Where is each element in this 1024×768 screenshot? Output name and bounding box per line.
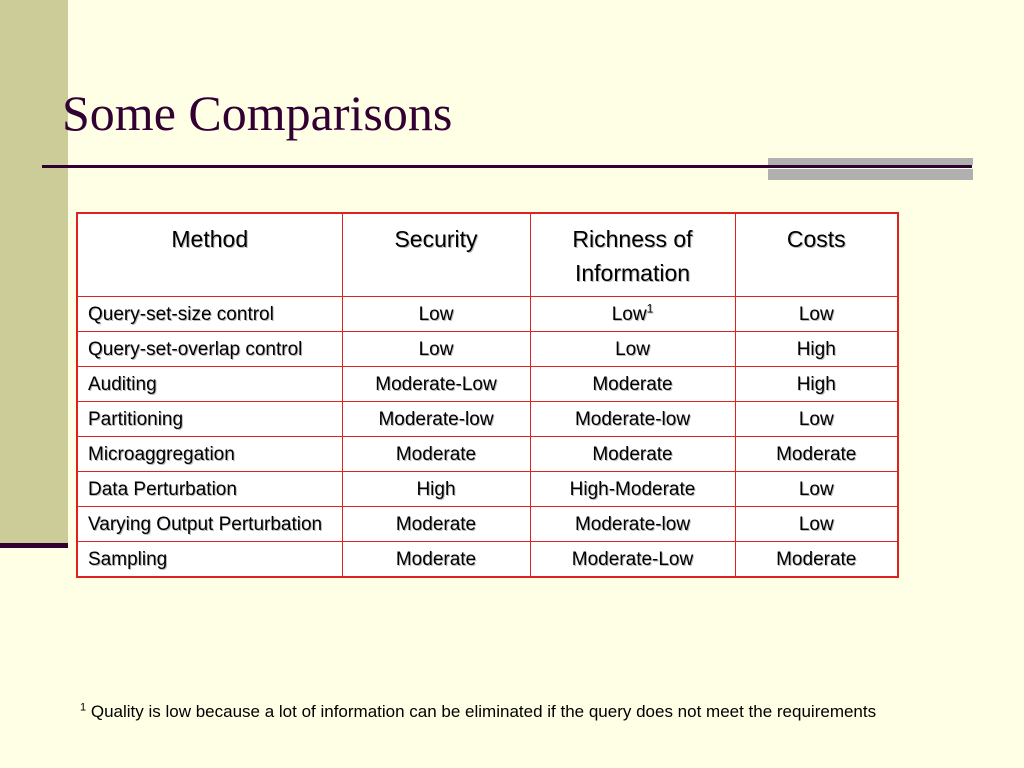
cell-richness: High-Moderate [530,472,735,507]
cell-security: Moderate-Low [342,367,530,402]
cell-costs: High [735,332,898,367]
cell-costs: Low [735,402,898,437]
cell-method: Sampling [77,542,342,578]
cell-richness: Moderate-low [530,402,735,437]
slide-title: Some Comparisons [62,85,453,141]
table-row [77,437,898,472]
cell-costs: Low [735,507,898,542]
cell-method: Partitioning [77,402,342,437]
table-row [77,472,898,507]
cell-security: Moderate [342,507,530,542]
table-row [77,542,898,578]
cell-costs: Moderate [735,437,898,472]
cell-security: Moderate [342,542,530,578]
cell-richness-text: Low [611,304,647,325]
footnote-number: 1 [80,701,87,714]
footnote-text: Quality is low because a lot of information can be eliminated if the query does not meet the requirements [86,702,877,721]
cell-costs: Low [735,297,898,332]
header-security: Security [342,213,530,297]
cell-richness: Low [530,332,735,367]
table-row [77,332,898,367]
footnote [80,700,940,723]
cell-security: High [342,472,530,507]
cell-security: Moderate-low [342,402,530,437]
header-richness: Richness of Information [530,213,735,297]
left-decorative-bar [0,0,68,546]
cell-richness [530,297,735,332]
cell-method: Data Perturbation [77,472,342,507]
cell-richness: Moderate-low [530,507,735,542]
cell-costs: Low [735,472,898,507]
header-costs: Costs [735,213,898,297]
left-bar-underline [0,543,68,548]
header-method: Method [77,213,342,297]
table-row [77,402,898,437]
cell-security: Low [342,332,530,367]
table-header-row [77,213,898,297]
cell-method: Query-set-size control [77,297,342,332]
cell-richness: Moderate [530,367,735,402]
cell-richness: Moderate-Low [530,542,735,578]
cell-method: Auditing [77,367,342,402]
cell-security: Moderate [342,437,530,472]
footnote-marker: 1 [646,301,654,316]
cell-costs: High [735,367,898,402]
table-row [77,367,898,402]
comparison-table [76,212,899,578]
cell-method: Microaggregation [77,437,342,472]
table-row [77,297,898,332]
table-row [77,507,898,542]
cell-method: Varying Output Perturbation [77,507,342,542]
cell-method: Query-set-overlap control [77,332,342,367]
cell-costs: Moderate [735,542,898,578]
cell-richness: Moderate [530,437,735,472]
title-accent-bars [768,158,973,180]
cell-security: Low [342,297,530,332]
